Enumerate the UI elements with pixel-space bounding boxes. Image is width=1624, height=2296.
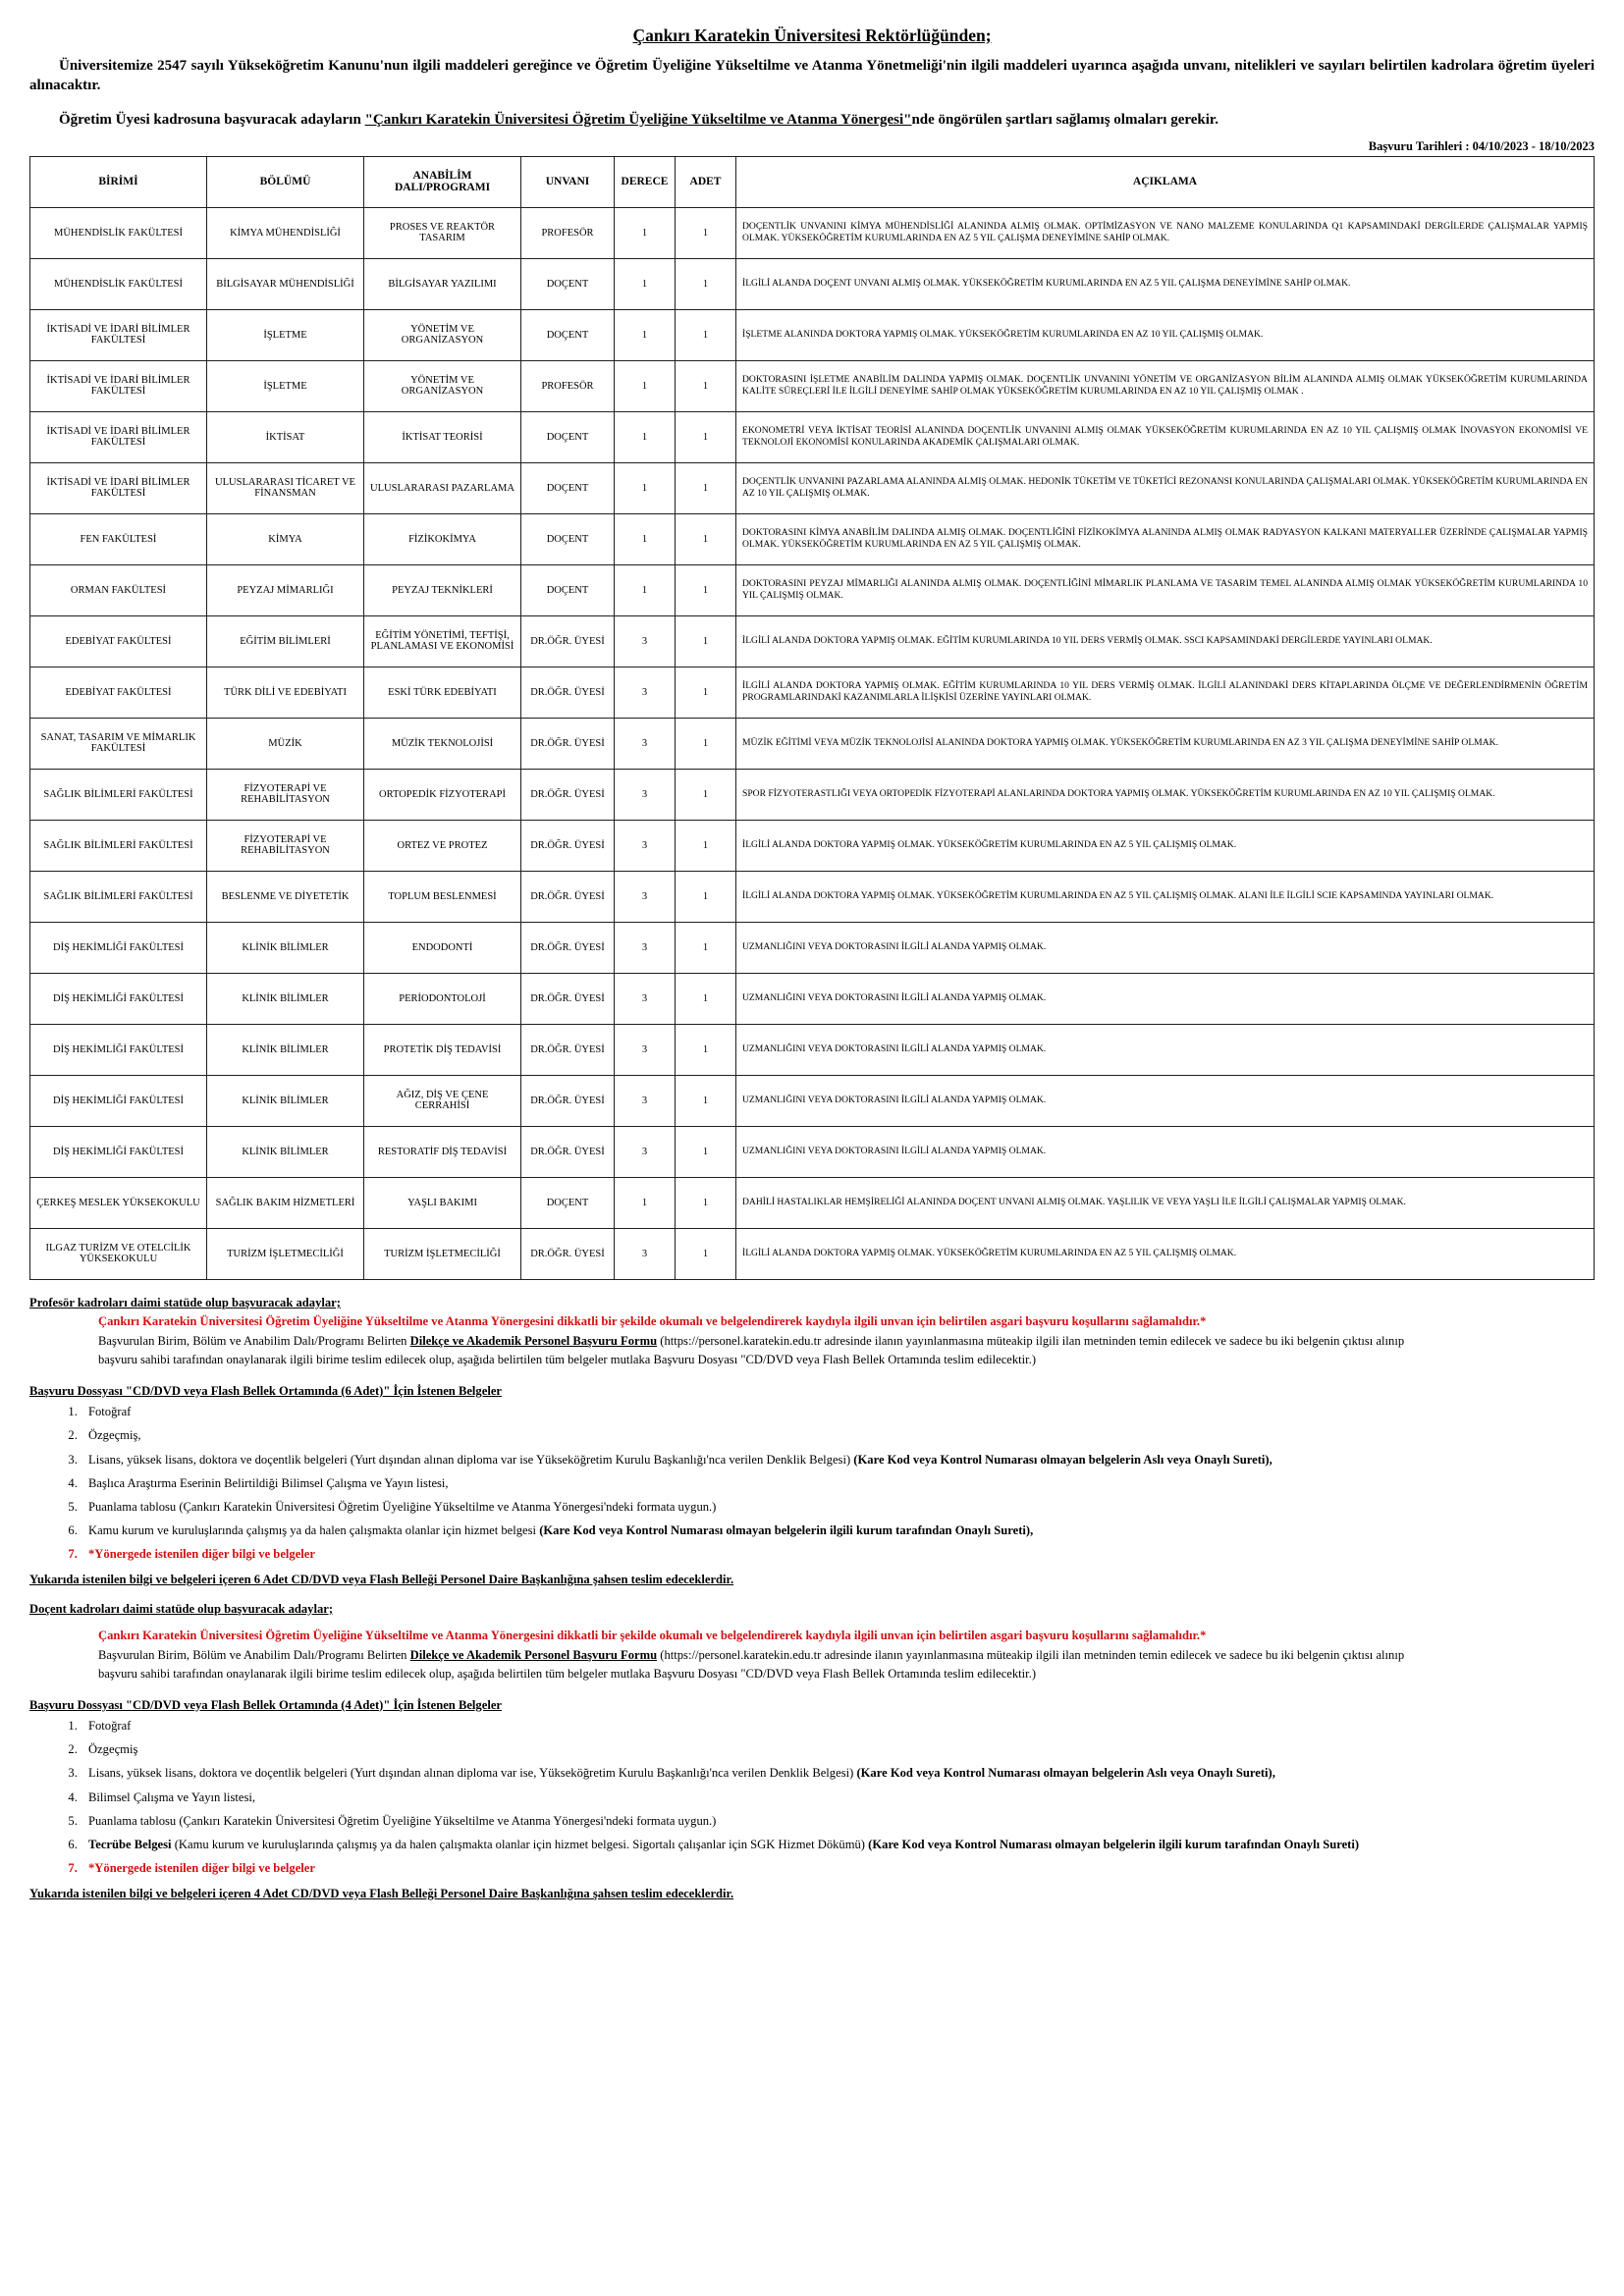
cell-anabilim-dali: YÖNETİM VE ORGANİZASYON: [364, 309, 521, 360]
cell-birimi: DİŞ HEKİMLİĞİ FAKÜLTESİ: [30, 922, 207, 973]
cell-unvani: DOÇENT: [521, 258, 615, 309]
cell-derece: 1: [615, 462, 676, 513]
cell-birimi: ILGAZ TURİZM VE OTELCİLİK YÜKSEKOKULU: [30, 1228, 207, 1279]
cell-birimi: SAĞLIK BİLİMLERİ FAKÜLTESİ: [30, 820, 207, 871]
cell-derece: 3: [615, 922, 676, 973]
docent-red-note: Çankırı Karatekin Üniversitesi Öğretim Üyeliğine Yükseltilme ve Atanma Yönergesini dikkatli bir şekilde okumalı ve belgelendirerek kaydıyla ilgili unvan için belirtilen asgari başvuru koşullarını sağlamalıdır.*: [98, 1629, 1207, 1643]
cell-anabilim-dali: TURİZM İŞLETMECİLİĞİ: [364, 1228, 521, 1279]
profesor-section-header: Profesör kadroları daimi statüde olup başvuracak adaylar;: [29, 1295, 341, 1309]
cell-aciklama: MÜZİK EĞİTİMİ VEYA MÜZİK TEKNOLOJİSİ ALANINDA DOKTORA YAPMIŞ OLMAK. YÜKSEKÖĞRETİM KURUMLARINDA EN AZ 3 YIL ÇALIŞMA DENEYİMİNE SAHİP OLMAK.: [736, 718, 1595, 769]
cell-adet: 1: [676, 1126, 736, 1177]
cell-anabilim-dali: YAŞLI BAKIMI: [364, 1177, 521, 1228]
table-row: [30, 1177, 1595, 1228]
cell-anabilim-dali: MÜZİK TEKNOLOJİSİ: [364, 718, 521, 769]
cell-birimi: DİŞ HEKİMLİĞİ FAKÜLTESİ: [30, 1075, 207, 1126]
profesor-form-prefix: Başvurulan Birim, Bölüm ve Anabilim Dalı/Programı Belirten: [98, 1333, 410, 1348]
col-header-aciklama: AÇIKLAMA: [736, 156, 1595, 207]
cell-aciklama: DOÇENTLİK UNVANINI KİMYA MÜHENDİSLİĞİ ALANINDA ALMIŞ OLMAK. OPTİMİZASYON VE NANO MALZEME KONULARINDA Q1 KAPSAMINDAKİ DERGİLERDE ÇALIŞMALAR YAPMIŞ OLMAK. YÜKSEKÖĞRETİM KURUMLARINDA EN AZ 5 YIL ÇALIŞMA DENEYİMİNE SAHİP OLMAK.: [736, 207, 1595, 258]
cell-derece: 3: [615, 1228, 676, 1279]
table-row: [30, 564, 1595, 615]
cell-anabilim-dali: RESTORATİF DİŞ TEDAVİSİ: [364, 1126, 521, 1177]
cell-bolumu: İKTİSAT: [207, 411, 364, 462]
cell-adet: 1: [676, 411, 736, 462]
cell-derece: 3: [615, 871, 676, 922]
col-header-birimi: BİRİMİ: [30, 156, 207, 207]
cell-bolumu: ULUSLARARASI TİCARET VE FİNANSMAN: [207, 462, 364, 513]
cell-unvani: DR.ÖĞR. ÜYESİ: [521, 1024, 615, 1075]
notes-section: [29, 1294, 1595, 1904]
cell-unvani: DR.ÖĞR. ÜYESİ: [521, 667, 615, 718]
cell-anabilim-dali: AĞIZ, DİŞ VE ÇENE CERRAHİSİ: [364, 1075, 521, 1126]
cell-bolumu: İŞLETME: [207, 360, 364, 411]
cell-birimi: EDEBİYAT FAKÜLTESİ: [30, 615, 207, 667]
cell-adet: 1: [676, 615, 736, 667]
cell-derece: 3: [615, 820, 676, 871]
table-row: [30, 1075, 1595, 1126]
cell-bolumu: KLİNİK BİLİMLER: [207, 922, 364, 973]
cell-anabilim-dali: BİLGİSAYAR YAZILIMI: [364, 258, 521, 309]
cell-derece: 3: [615, 667, 676, 718]
cell-unvani: PROFESÖR: [521, 360, 615, 411]
cell-bolumu: BİLGİSAYAR MÜHENDİSLİĞİ: [207, 258, 364, 309]
col-header-unvani: UNVANI: [521, 156, 615, 207]
required-document-item: 4. Bilimsel Çalışma ve Yayın listesi,: [81, 1790, 1595, 1805]
cell-unvani: DOÇENT: [521, 462, 615, 513]
docent-form-prefix: Başvurulan Birim, Bölüm ve Anabilim Dalı/Programı Belirten: [98, 1647, 410, 1662]
table-row: [30, 871, 1595, 922]
cell-birimi: İKTİSADİ VE İDARİ BİLİMLER FAKÜLTESİ: [30, 462, 207, 513]
footer-note-6: Yukarıda istenilen bilgi ve belgeleri içeren 6 Adet CD/DVD veya Flash Belleği Personel Daire Başkanlığına şahsen teslim edeceklerdir.: [29, 1573, 734, 1587]
required-document-item: 3. Lisans, yüksek lisans, doktora ve doçentlik belgeleri (Yurt dışından alınan diploma var ise, Yükseköğretim Kurulu Başkanlığı'nca verilen Denklik Belgesi) (Kare Kod veya Kontrol Numarası olmayan belgelerin Aslı veya Onaylı Sureti),: [81, 1766, 1595, 1781]
required-document-item: 1. Fotoğraf: [81, 1719, 1595, 1734]
regulation-quote: "Çankırı Karatekin Üniversitesi Öğretim Üyeliğine Yükseltilme ve Atanma Yönergesi": [364, 111, 912, 128]
cell-unvani: DR.ÖĞR. ÜYESİ: [521, 769, 615, 820]
required-document-item: 1. Fotoğraf: [81, 1405, 1595, 1419]
cell-anabilim-dali: ORTEZ VE PROTEZ: [364, 820, 521, 871]
cell-derece: 1: [615, 1177, 676, 1228]
cell-aciklama: DOKTORASINI İŞLETME ANABİLİM DALINDA YAPMIŞ OLMAK. DOÇENTLİK UNVANINI YÖNETİM VE ORGANİZASYON BİLİM ALANINDA ALMIŞ OLMAK YÜKSEKÖĞRETİM KURUMLARINDA KALİTE SÜREÇLERİ İLE İLGİLİ DENEYİME SAHİP OLMAK YÜKSEKÖĞRETİM KURUMLARINDA EN AZ 10 YIL ÇALIŞMIŞ OLMAK .: [736, 360, 1595, 411]
cell-unvani: DOÇENT: [521, 411, 615, 462]
cell-bolumu: MÜZİK: [207, 718, 364, 769]
cell-aciklama: İLGİLİ ALANDA DOKTORA YAPMIŞ OLMAK. YÜKSEKÖĞRETİM KURUMLARINDA EN AZ 5 YIL ÇALIŞMIŞ OLMAK. ALANI İLE İLGİLİ SCIE KAPSAMINDA YAYINLARI OLMAK.: [736, 871, 1595, 922]
cell-bolumu: KİMYA: [207, 513, 364, 564]
required-documents-list-6: [29, 1405, 1595, 1562]
cell-unvani: DR.ÖĞR. ÜYESİ: [521, 973, 615, 1024]
cell-bolumu: FİZYOTERAPİ VE REHABİLİTASYON: [207, 820, 364, 871]
cell-anabilim-dali: ORTOPEDİK FİZYOTERAPİ: [364, 769, 521, 820]
cell-anabilim-dali: TOPLUM BESLENMESİ: [364, 871, 521, 922]
cell-aciklama: DAHİLİ HASTALIKLAR HEMŞİRELİĞİ ALANINDA DOÇENT UNVANI ALMIŞ OLMAK. YAŞLILIK VE VEYA YAŞLI İLE İLGİLİ ÇALIŞMALAR YAPMIŞ OLMAK.: [736, 1177, 1595, 1228]
col-header-derece: DERECE: [615, 156, 676, 207]
cell-birimi: SANAT, TASARIM VE MİMARLIK FAKÜLTESİ: [30, 718, 207, 769]
cell-unvani: DOÇENT: [521, 309, 615, 360]
cell-anabilim-dali: PERİODONTOLOJİ: [364, 973, 521, 1024]
col-header-adet: ADET: [676, 156, 736, 207]
cell-adet: 1: [676, 973, 736, 1024]
cell-adet: 1: [676, 820, 736, 871]
cell-unvani: DOÇENT: [521, 564, 615, 615]
cell-anabilim-dali: FİZİKOKİMYA: [364, 513, 521, 564]
footer-note-4: Yukarıda istenilen bilgi ve belgeleri içeren 4 Adet CD/DVD veya Flash Belleği Personel Daire Başkanlığına şahsen teslim edeceklerdir.: [29, 1886, 734, 1900]
table-header-row: [30, 156, 1595, 207]
cell-derece: 1: [615, 411, 676, 462]
cell-aciklama: DOKTORASINI KİMYA ANABİLİM DALINDA ALMIŞ OLMAK. DOÇENTLİĞİNİ FİZİKOKİMYA ALANINDA ALMIŞ OLMAK RADYASYON KALKANI MATERYALLER ÜZERİNDE ÇALIŞMALAR YAPMIŞ OLMAK. YÜKSEKÖĞRETİM KURUMLARINDA EN AZ 5 YIL ÇALIŞMIŞ OLMAK.: [736, 513, 1595, 564]
application-form-link[interactable]: Dilekçe ve Akademik Personel Başvuru Formu: [409, 1333, 658, 1348]
docent-form-paragraph-line2: başvuru sahibi tarafından onaylanarak ilgili birime teslim edilecek olup, aşağıda belirtilen tüm belgeler mutlaka Başvuru Dosyası "CD/DVD veya Flash Bellek Ortamında teslim edilecektir.): [98, 1667, 1037, 1682]
cell-derece: 3: [615, 615, 676, 667]
cell-bolumu: KLİNİK BİLİMLER: [207, 1126, 364, 1177]
cell-adet: 1: [676, 462, 736, 513]
table-row: [30, 513, 1595, 564]
intro-prefix: Öğretim Üyesi kadrosuna başvuracak adayların: [59, 111, 365, 128]
table-row: [30, 462, 1595, 513]
table-row: [30, 1228, 1595, 1279]
table-row: [30, 667, 1595, 718]
profesor-red-note: Çankırı Karatekin Üniversitesi Öğretim Üyeliğine Yükseltilme ve Atanma Yönergesini dikkatli bir şekilde okumalı ve belgelendirerek kaydıyla ilgili unvan için belirtilen asgari başvuru koşullarını sağlamalıdır.*: [98, 1314, 1207, 1329]
cell-birimi: SAĞLIK BİLİMLERİ FAKÜLTESİ: [30, 769, 207, 820]
cell-derece: 1: [615, 207, 676, 258]
page-title: Çankırı Karatekin Üniversitesi Rektörlüğünden;: [632, 26, 992, 45]
cell-adet: 1: [676, 1075, 736, 1126]
cell-aciklama: İLGİLİ ALANDA DOÇENT UNVANI ALMIŞ OLMAK. YÜKSEKÖĞRETİM KURUMLARINDA EN AZ 5 YIL ÇALIŞMA DENEYİMİNE SAHİP OLMAK.: [736, 258, 1595, 309]
cell-birimi: DİŞ HEKİMLİĞİ FAKÜLTESİ: [30, 973, 207, 1024]
table-row: [30, 769, 1595, 820]
cell-derece: 1: [615, 258, 676, 309]
cell-anabilim-dali: YÖNETİM VE ORGANİZASYON: [364, 360, 521, 411]
cell-unvani: DR.ÖĞR. ÜYESİ: [521, 1126, 615, 1177]
cell-unvani: DR.ÖĞR. ÜYESİ: [521, 922, 615, 973]
cell-derece: 3: [615, 718, 676, 769]
cell-anabilim-dali: İKTİSAT TEORİSİ: [364, 411, 521, 462]
cell-unvani: DR.ÖĞR. ÜYESİ: [521, 615, 615, 667]
intro-paragraph-2: [29, 110, 1595, 130]
cell-bolumu: KLİNİK BİLİMLER: [207, 1075, 364, 1126]
table-row: [30, 309, 1595, 360]
cell-birimi: ÇERKEŞ MESLEK YÜKSEKOKULU: [30, 1177, 207, 1228]
cell-aciklama: DOÇENTLİK UNVANINI PAZARLAMA ALANINDA ALMIŞ OLMAK. HEDONİK TÜKETİM VE TÜKETİCİ REZONANSI KONULARINDA ÇALIŞMALARI OLMAK. YÜKSEKÖĞRETİM KURUMLARINDA EN AZ 10 YIL ÇALIŞMIŞ OLMAK.: [736, 462, 1595, 513]
cell-adet: 1: [676, 1177, 736, 1228]
docent-form-paragraph: [98, 1646, 1595, 1666]
required-document-item: 7. *Yönergede istenilen diğer bilgi ve belgeler: [81, 1547, 1595, 1562]
table-row: [30, 411, 1595, 462]
table-row: [30, 615, 1595, 667]
application-dates: Başvuru Tarihleri : 04/10/2023 - 18/10/2023: [1368, 138, 1595, 153]
cell-aciklama: UZMANLIĞINI VEYA DOKTORASINI İLGİLİ ALANDA YAPMIŞ OLMAK.: [736, 1075, 1595, 1126]
required-document-item: 2. Özgeçmiş,: [81, 1428, 1595, 1443]
cell-anabilim-dali: PROTETİK DİŞ TEDAVİSİ: [364, 1024, 521, 1075]
cell-bolumu: KLİNİK BİLİMLER: [207, 1024, 364, 1075]
cell-anabilim-dali: EĞİTİM YÖNETİMİ, TEFTİŞİ, PLANLAMASI VE EKONOMİSİ: [364, 615, 521, 667]
cell-derece: 3: [615, 1024, 676, 1075]
required-document-item: 2. Özgeçmiş: [81, 1742, 1595, 1757]
cell-unvani: DR.ÖĞR. ÜYESİ: [521, 871, 615, 922]
intro-paragraph: Üniversitemize 2547 sayılı Yükseköğretim Kanunu'nun ilgili maddeleri gereğince ve Öğretim Üyeliğine Yükseltilme ve Atanma Yönetmeliği'nin ilgili maddeleri uyarınca aşağıda unvanı, nitelikleri ve sayıları belirtilen kadrolara öğretim üyeleri alınacaktır.: [29, 58, 1595, 94]
cell-adet: 1: [676, 513, 736, 564]
cell-birimi: SAĞLIK BİLİMLERİ FAKÜLTESİ: [30, 871, 207, 922]
cell-derece: 1: [615, 309, 676, 360]
cell-bolumu: TURİZM İŞLETMECİLİĞİ: [207, 1228, 364, 1279]
cell-derece: 3: [615, 1075, 676, 1126]
cell-aciklama: UZMANLIĞINI VEYA DOKTORASINI İLGİLİ ALANDA YAPMIŞ OLMAK.: [736, 1126, 1595, 1177]
cell-aciklama: DOKTORASINI PEYZAJ MİMARLIĞI ALANINDA ALMIŞ OLMAK. DOÇENTLİĞİNİ MİMARLIK PLANLAMA VE TASARIM TEMEL ALANINDA ALMIŞ OLMAK YÜKSEKÖĞRETİM KURUMLARINDA 10 YIL ÇALIŞMIŞ OLMAK.: [736, 564, 1595, 615]
required-document-item: 5. Puanlama tablosu (Çankırı Karatekin Üniversitesi Öğretim Üyeliğine Yükseltilme ve Atanma Yönergesi'ndeki formata uygun.): [81, 1500, 1595, 1515]
cell-anabilim-dali: ESKİ TÜRK EDEBİYATI: [364, 667, 521, 718]
dossier-header-6: Başvuru Dossyası "CD/DVD veya Flash Bellek Ortamında (6 Adet)" İçin İstenen Belgeler: [29, 1383, 502, 1398]
intro-suffix: nde öngörülen şartları sağlamış olmaları gerekir.: [911, 111, 1218, 128]
table-row: [30, 922, 1595, 973]
cell-adet: 1: [676, 564, 736, 615]
cell-birimi: ORMAN FAKÜLTESİ: [30, 564, 207, 615]
required-document-item: 7. *Yönergede istenilen diğer bilgi ve belgeler: [81, 1861, 1595, 1876]
docent-section-header: Doçent kadroları daimi statüde olup başvuracak adaylar;: [29, 1601, 334, 1616]
cell-unvani: PROFESÖR: [521, 207, 615, 258]
cell-unvani: DR.ÖĞR. ÜYESİ: [521, 820, 615, 871]
cell-adet: 1: [676, 769, 736, 820]
required-document-item: 6. Tecrübe Belgesi (Kamu kurum ve kuruluşlarında çalışmış ya da halen çalışmakta olanlar için hizmet belgesi. Sigortalı çalışanlar için SGK Hizmet Dökümü) (Kare Kod veya Kontrol Numarası olmayan belgelerin ilgili kurum tarafından Onaylı Sureti): [81, 1838, 1595, 1852]
cell-birimi: DİŞ HEKİMLİĞİ FAKÜLTESİ: [30, 1126, 207, 1177]
profesor-form-paragraph: [98, 1332, 1595, 1352]
col-header-bolumu: BÖLÜMÜ: [207, 156, 364, 207]
required-document-item: 5. Puanlama tablosu (Çankırı Karatekin Üniversitesi Öğretim Üyeliğine Yükseltilme ve Atanma Yönergesi'ndeki formata uygun.): [81, 1814, 1595, 1829]
profesor-form-paragraph-line2: başvuru sahibi tarafından onaylanarak ilgili birime teslim edilecek olup, aşağıda belirtilen tüm belgeler mutlaka Başvuru Dosyası "CD/DVD veya Flash Bellek Ortamında teslim edilecektir.): [98, 1353, 1037, 1367]
cell-bolumu: SAĞLIK BAKIM HİZMETLERİ: [207, 1177, 364, 1228]
cell-bolumu: EĞİTİM BİLİMLERİ: [207, 615, 364, 667]
cell-birimi: MÜHENDİSLİK FAKÜLTESİ: [30, 258, 207, 309]
cell-birimi: İKTİSADİ VE İDARİ BİLİMLER FAKÜLTESİ: [30, 309, 207, 360]
required-document-item: 6. Kamu kurum ve kuruluşlarında çalışmış ya da halen çalışmakta olanlar için hizmet belgesi (Kare Kod veya Kontrol Numarası olmayan belgelerin ilgili kurum tarafından Onaylı Sureti),: [81, 1523, 1595, 1538]
application-form-link-2[interactable]: Dilekçe ve Akademik Personel Başvuru Formu: [409, 1647, 658, 1662]
cell-bolumu: PEYZAJ MİMARLIĞI: [207, 564, 364, 615]
cell-aciklama: İLGİLİ ALANDA DOKTORA YAPMIŞ OLMAK. YÜKSEKÖĞRETİM KURUMLARINDA EN AZ 5 YIL ÇALIŞMIŞ OLMAK.: [736, 820, 1595, 871]
cell-bolumu: KLİNİK BİLİMLER: [207, 973, 364, 1024]
cell-adet: 1: [676, 922, 736, 973]
cell-bolumu: TÜRK DİLİ VE EDEBİYATI: [207, 667, 364, 718]
cell-unvani: DR.ÖĞR. ÜYESİ: [521, 1075, 615, 1126]
cell-aciklama: SPOR FİZYOTERASTLIĞI VEYA ORTOPEDİK FİZYOTERAPİ ALANLARINDA DOKTORA YAPMIŞ OLMAK. YÜKSEKÖĞRETİM KURUMLARINDA EN AZ 10 YIL ÇALIŞMIŞ OLMAK.: [736, 769, 1595, 820]
cell-derece: 1: [615, 564, 676, 615]
cell-derece: 3: [615, 973, 676, 1024]
cell-adet: 1: [676, 1024, 736, 1075]
cell-birimi: İKTİSADİ VE İDARİ BİLİMLER FAKÜLTESİ: [30, 360, 207, 411]
cell-birimi: EDEBİYAT FAKÜLTESİ: [30, 667, 207, 718]
cell-anabilim-dali: ULUSLARARASI PAZARLAMA: [364, 462, 521, 513]
cell-aciklama: UZMANLIĞINI VEYA DOKTORASINI İLGİLİ ALANDA YAPMIŞ OLMAK.: [736, 973, 1595, 1024]
cell-anabilim-dali: PEYZAJ TEKNİKLERİ: [364, 564, 521, 615]
cell-birimi: İKTİSADİ VE İDARİ BİLİMLER FAKÜLTESİ: [30, 411, 207, 462]
profesor-form-suffix: (https://personel.karatekin.edu.tr adresinde ilanın yayınlanmasına müteakip ilgili ilan metninden temin edilecek ve sadece bu iki belgenin çıktısı alınıp: [657, 1333, 1405, 1348]
cell-birimi: FEN FAKÜLTESİ: [30, 513, 207, 564]
cell-bolumu: BESLENME VE DİYETETİK: [207, 871, 364, 922]
cell-bolumu: KİMYA MÜHENDİSLİĞİ: [207, 207, 364, 258]
table-row: [30, 1024, 1595, 1075]
cell-adet: 1: [676, 258, 736, 309]
cell-derece: 1: [615, 513, 676, 564]
table-row: [30, 820, 1595, 871]
cell-aciklama: UZMANLIĞINI VEYA DOKTORASINI İLGİLİ ALANDA YAPMIŞ OLMAK.: [736, 922, 1595, 973]
required-documents-list-4: [29, 1719, 1595, 1876]
dossier-header-4: Başvuru Dossyası "CD/DVD veya Flash Bellek Ortamında (4 Adet)" İçin İstenen Belgeler: [29, 1697, 502, 1712]
cell-unvani: DOÇENT: [521, 1177, 615, 1228]
cell-bolumu: İŞLETME: [207, 309, 364, 360]
cell-aciklama: İLGİLİ ALANDA DOKTORA YAPMIŞ OLMAK. EĞİTİM KURUMLARINDA 10 YIL DERS VERMİŞ OLMAK. İLGİLİ ALANINDAKİ DERS KİTAPLARINDA ÖLÇME VE DEĞERLENDİRMENİN ÖĞRETİM PROGRAMLARINDAKİ KAZANIMLARLA İLİŞKİSİ ÜZERİNE YAYINLARI OLMAK.: [736, 667, 1595, 718]
cell-birimi: DİŞ HEKİMLİĞİ FAKÜLTESİ: [30, 1024, 207, 1075]
table-row: [30, 258, 1595, 309]
required-document-item: 4. Başlıca Araştırma Eserinin Belirtildiği Bilimsel Çalışma ve Yayın listesi,: [81, 1476, 1595, 1491]
col-header-anabilim-dali: ANABİLİM DALI/PROGRAMI: [364, 156, 521, 207]
table-row: [30, 360, 1595, 411]
cell-adet: 1: [676, 667, 736, 718]
cell-aciklama: EKONOMETRİ VEYA İKTİSAT TEORİSİ ALANINDA DOÇENTLİK UNVANINI ALMIŞ OLMAK YÜKSEKÖĞRETİM KURUMLARINDA EN AZ 10 YIL ÇALIŞMIŞ OLMAK İNOVASYON EKONOMİSİ VE TEKNOLOJİ EKONOMİSİ KONULARINDA AKADEMİK ÇALIŞMALARI OLMAK.: [736, 411, 1595, 462]
cell-aciklama: İŞLETME ALANINDA DOKTORA YAPMIŞ OLMAK. YÜKSEKÖĞRETİM KURUMLARINDA EN AZ 10 YIL ÇALIŞMIŞ OLMAK.: [736, 309, 1595, 360]
cell-derece: 1: [615, 360, 676, 411]
cell-birimi: MÜHENDİSLİK FAKÜLTESİ: [30, 207, 207, 258]
docent-form-suffix: (https://personel.karatekin.edu.tr adresinde ilanın yayınlanmasına müteakip ilgili ilan metninden temin edilecek ve sadece bu iki belgenin çıktısı alınıp: [657, 1647, 1405, 1662]
cell-aciklama: İLGİLİ ALANDA DOKTORA YAPMIŞ OLMAK. EĞİTİM KURUMLARINDA 10 YIL DERS VERMİŞ OLMAK. SSCI KAPSAMINDAKİ DERGİLERDE YAYINLARI OLMAK.: [736, 615, 1595, 667]
cell-aciklama: UZMANLIĞINI VEYA DOKTORASINI İLGİLİ ALANDA YAPMIŞ OLMAK.: [736, 1024, 1595, 1075]
cell-adet: 1: [676, 309, 736, 360]
table-row: [30, 973, 1595, 1024]
table-row: [30, 1126, 1595, 1177]
positions-table: [29, 156, 1595, 1280]
cell-adet: 1: [676, 718, 736, 769]
cell-unvani: DR.ÖĞR. ÜYESİ: [521, 718, 615, 769]
cell-unvani: DR.ÖĞR. ÜYESİ: [521, 1228, 615, 1279]
cell-bolumu: FİZYOTERAPİ VE REHABİLİTASYON: [207, 769, 364, 820]
cell-anabilim-dali: ENDODONTİ: [364, 922, 521, 973]
table-row: [30, 207, 1595, 258]
cell-anabilim-dali: PROSES VE REAKTÖR TASARIM: [364, 207, 521, 258]
cell-adet: 1: [676, 1228, 736, 1279]
cell-unvani: DOÇENT: [521, 513, 615, 564]
cell-adet: 1: [676, 360, 736, 411]
cell-adet: 1: [676, 871, 736, 922]
table-row: [30, 718, 1595, 769]
cell-adet: 1: [676, 207, 736, 258]
cell-derece: 3: [615, 1126, 676, 1177]
cell-derece: 3: [615, 769, 676, 820]
required-document-item: 3. Lisans, yüksek lisans, doktora ve doçentlik belgeleri (Yurt dışından alınan diploma var ise Yükseköğretim Kurulu Başkanlığı'nca verilen Denklik Belgesi) (Kare Kod veya Kontrol Numarası olmayan belgelerin Aslı veya Onaylı Sureti),: [81, 1453, 1595, 1468]
cell-aciklama: İLGİLİ ALANDA DOKTORA YAPMIŞ OLMAK. YÜKSEKÖĞRETİM KURUMLARINDA EN AZ 5 YIL ÇALIŞMIŞ OLMAK.: [736, 1228, 1595, 1279]
